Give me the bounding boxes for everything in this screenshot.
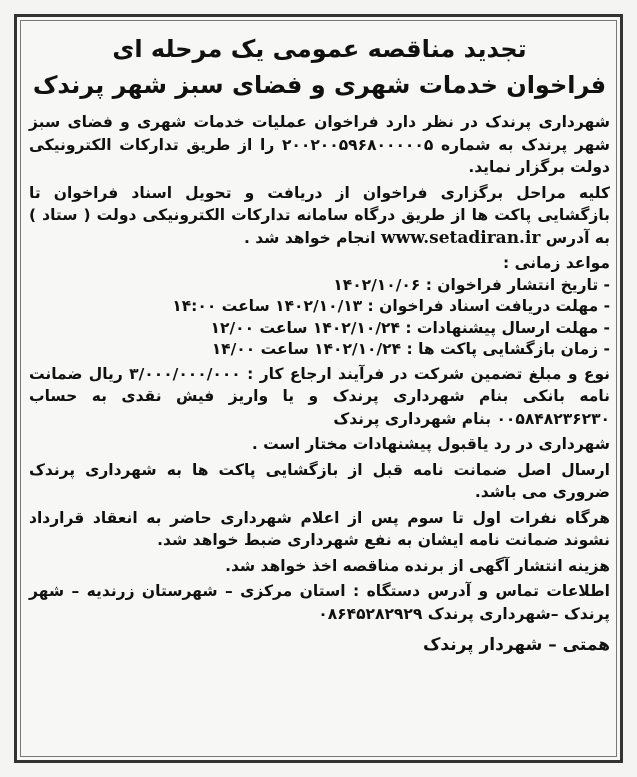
schedule-item-opening: - زمان بازگشایی پاکت ها : ۱۴۰۲/۱۰/۲۴ ساعت ۱۴/۰۰ [211, 340, 610, 358]
intro-paragraph: شهرداری پرندک در نظر دارد فراخوان عملیات خدمات شهری و فضای سبز شهر پرندک به شماره ۲۰۰۲۰۰۵۹۶۸۰۰۰۰۰۵ را از طریق تدارکات الکترونیکی دولت برگزار نماید. [29, 113, 611, 176]
notice-frame [14, 14, 623, 763]
process-paragraph [29, 182, 610, 250]
schedule-item-receive: - مهلت دریافت اسناد فراخوان : ۱۴۰۲/۱۰/۱۳ ساعت ۱۴:۰۰ [172, 297, 610, 315]
notice-subtitle: فراخوان خدمات شهری و فضای سبز شهر پرندک [32, 71, 607, 99]
signature: همتی – شهردار پرندک [423, 635, 610, 655]
schedule-item-publish: - تاریخ انتشار فراخوان : ۱۴۰۲/۱۰/۰۶ [333, 275, 610, 294]
original-guarantee-paragraph: ارسال اصل ضمانت نامه قبل از بازگشایی پاکت ها به شهرداری پرندک ضروری می باشد. [29, 460, 610, 501]
guarantee-paragraph: نوع و مبلغ تضمین شرکت در فرآیند ارجاع کار : ۳/۰۰۰/۰۰۰/۰۰۰ ریال ضمانت نامه بانکی بنام شهرداری پرندک و یا واریز فیش نقدی به حساب ۰۰۵۸۴۸۲۳۶۲۳۰ بنام شهرداری پرندک [29, 364, 610, 428]
schedule-heading: مواعد زمانی : [502, 254, 610, 272]
schedule-item-submit: - مهلت ارسال پیشنهادات : ۱۴۰۲/۱۰/۲۴ ساعت ۱۲/۰۰ [210, 318, 610, 337]
cost-paragraph: هزینه انتشار آگهی از برنده مناقصه اخذ خواهد شد. [225, 556, 610, 575]
contact-paragraph: اطلاعات تماس و آدرس دستگاه : استان مرکزی – شهرستان زرندیه – شهر پرندک –شهرداری پرندک ۰۸۶۴۵۲۸۲۹۲۹ [29, 582, 610, 623]
website-link[interactable]: www.setadiran.ir [381, 227, 541, 248]
notice-title: تجدید مناقصه عمومی یک مرحله ای [112, 35, 527, 63]
schedule-list [29, 275, 610, 361]
winner-paragraph: هرگاه نفرات اول تا سوم پس از اعلام شهرداری حاضر به انعقاد قرارداد نشوند ضمانت نامه ایشان به نفع شهرداری ضبط خواهد شد. [29, 508, 610, 549]
notice-content [29, 31, 610, 655]
process-text: کلیه مراحل برگزاری فراخوان از دریافت و تحویل اسناد فراخوان تا بازگشایی پاکت ها از طریق درگاه سامانه تدارکات الکترونیکی دولت ( ستاد ) به آدرس [29, 183, 610, 247]
reject-paragraph: شهرداری در رد یاقبول پیشنهادات مختار است . [251, 435, 610, 453]
process-tail: انجام خواهد شد . [243, 228, 376, 247]
